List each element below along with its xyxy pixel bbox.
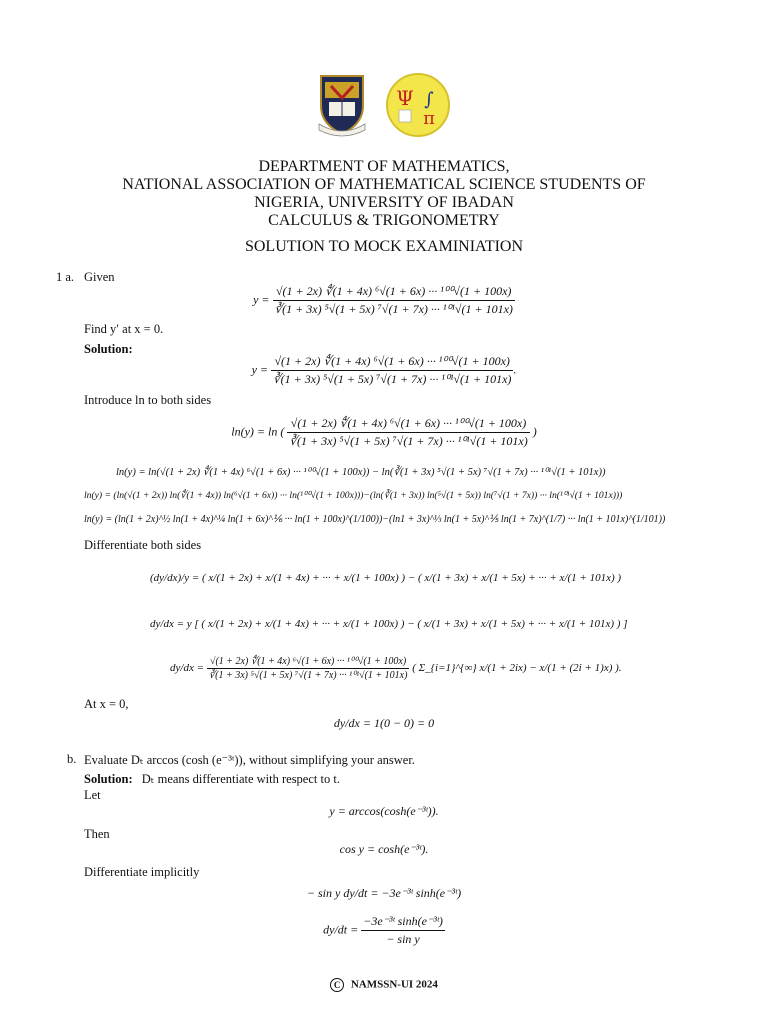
header-line-2: NATIONAL ASSOCIATION OF MATHEMATICAL SCIENCE STUDENTS OF: [122, 176, 646, 193]
equation-y-given: y = $\frac{\text{√(1 + 2x) ∜(1 + 4x) ⁶√(1 + 6x) ··· ¹⁰⁰√(1 + 100x)}}{\text{∛(1 + 3x) ⁵√(1 + 5x) ⁷√(1 + 7x) ··· ¹⁰¹√(1 + 101x)}}$: [253, 284, 513, 316]
solution-label-1a: Solution:: [84, 342, 133, 356]
then-equation: cos y = cosh(e⁻³ᵗ).: [339, 842, 429, 856]
let-label: Let: [84, 788, 101, 802]
ln-numerator: √(1 + 2x) ∜(1 + 4x) ⁶√(1 + 6x) ··· ¹⁰⁰√(1 + 100x): [287, 416, 529, 433]
solution-label-1b: Solution:: [84, 772, 133, 786]
implicit-equation-1: − sin y dy/dt = −3e⁻³ᵗ sinh(e⁻³ᵗ): [306, 886, 462, 900]
d3-sum: ( Σ_{i=1}^{∞} x/(1 + 2ix) − x/(1 + (2i + 1)x) ).: [412, 662, 622, 675]
equation-y-restated: y = $\frac{\text{√(1 + 2x) ∜(1 + 4x) ⁶√(1 + 6x) ··· ¹⁰⁰√(1 + 100x)}}{\text{∛(1 + 3x) ⁵√(1 + 5x) ⁷√(1 + 7x) ··· ¹⁰¹√(1 + 101x)}}$ .: [251, 354, 517, 386]
at-x-zero-text: At x = 0,: [84, 697, 129, 711]
imp2-numerator: −3e⁻³ᵗ sinh(e⁻³ᵗ): [361, 914, 445, 931]
document-header: [0, 158, 768, 230]
question-number-1a: 1 a.: [56, 270, 75, 284]
ln-expansion-1: ln(y) = ln(√(1 + 2x) ∜(1 + 4x) ⁶√(1 + 6x) ··· ¹⁰⁰√(1 + 100x)) − ln(∛(1 + 3x) ⁵√(1 + 5x) ⁷√(1 + 7x) ··· ¹⁰¹√(1 + 101x)): [116, 467, 606, 478]
intro-ln-text: Introduce ln to both sides: [84, 393, 212, 407]
copyright-icon: C: [330, 978, 344, 992]
solution-text-1b: Dₜ means differentiate with respect to t.: [141, 772, 340, 786]
derivative-step-1: (dy/dx)/y = ( x/(1 + 2x) + x/(1 + 4x) + ··· + x/(1 + 100x) ) − ( x/(1 + 3x) + x/(1 + 5x) + ··· + x/(1 + 101x) ): [150, 572, 622, 584]
then-label: Then: [84, 827, 110, 841]
implicit-label: Differentiate implicitly: [84, 865, 200, 879]
ln-expansion-3: ln(y) = (ln(1 + 2x)^½ ln(1 + 4x)^¼ ln(1 + 6x)^⅙ ··· ln(1 + 100x)^(1/100))−(ln1 + 3x)^⅓ ln(1 + 5x)^⅕ ln(1 + 7x)^(1/7) ··· ln(1 + 101x)^(1/101)): [84, 514, 666, 525]
y-numerator: √(1 + 2x) ∜(1 + 4x) ⁶√(1 + 6x) ··· ¹⁰⁰√(1 + 100x): [273, 284, 515, 301]
header-line-4: CALCULUS & TRIGONOMETRY: [268, 212, 500, 229]
let-equation: y = arccos(cosh(e⁻³ᵗ)).: [329, 804, 439, 818]
d3-numerator: √(1 + 2x) ∜(1 + 4x) ⁶√(1 + 6x) ··· ¹⁰⁰√(1 + 100x): [207, 656, 410, 669]
differentiate-text: Differentiate both sides: [84, 538, 202, 552]
derivative-step-2: dy/dx = y [ ( x/(1 + 2x) + x/(1 + 4x) + ··· + x/(1 + 100x) ) − ( x/(1 + 3x) + x/(1 + 5x) + ··· + x/(1 + 101x) ) ]: [150, 618, 628, 630]
y-numerator-2: √(1 + 2x) ∜(1 + 4x) ⁶√(1 + 6x) ··· ¹⁰⁰√(1 + 100x): [271, 354, 513, 371]
solution-line-1b: [84, 771, 340, 787]
ln-denominator: ∛(1 + 3x) ⁵√(1 + 5x) ⁷√(1 + 7x) ··· ¹⁰¹√(1 + 101x): [289, 434, 528, 448]
y-denominator-2: ∛(1 + 3x) ⁵√(1 + 5x) ⁷√(1 + 7x) ··· ¹⁰¹√(1 + 101x): [273, 372, 512, 386]
document-subtitle: SOLUTION TO MOCK EXAMINIATION: [244, 238, 524, 255]
header-line-1: DEPARTMENT OF MATHEMATICS,: [258, 158, 510, 175]
namssn-circle-logo: [385, 72, 451, 138]
imp2-lhs: dy/dt =: [323, 922, 359, 937]
equation-ln-fraction: ln(y) = ln ( $\frac{\text{√(1 + 2x) ∜(1 + 4x) ⁶√(1 + 6x) ··· ¹⁰⁰√(1 + 100x)}}{\text{∛(1 + 3x) ⁵√(1 + 5x) ⁷√(1 + 7x) ··· ¹⁰¹√(1 + 101x)}}$ ): [231, 416, 537, 448]
university-crest-logo: [317, 72, 367, 138]
logo-row: [0, 72, 768, 138]
question-number-1b: b.: [67, 752, 77, 766]
d3-lhs: dy/dx =: [170, 662, 204, 675]
d3-denominator: ∛(1 + 3x) ⁵√(1 + 5x) ⁷√(1 + 7x) ··· ¹⁰¹√(1 + 101x): [208, 670, 408, 681]
given-label: Given: [84, 270, 115, 284]
implicit-equation-2: [0, 914, 768, 947]
header-line-3: NIGERIA, UNIVERSITY OF IBADAN: [254, 194, 514, 211]
y-denominator: ∛(1 + 3x) ⁵√(1 + 5x) ⁷√(1 + 7x) ··· ¹⁰¹√(1 + 101x): [274, 302, 513, 316]
integral-symbol: ∫: [423, 89, 434, 110]
find-statement: Find y′ at x = 0.: [84, 322, 164, 336]
result-equation: dy/dx = 1(0 − 0) = 0: [333, 716, 435, 730]
pi-symbol: π: [422, 108, 435, 129]
page-footer: [0, 978, 768, 992]
derivative-step-3: [170, 656, 622, 681]
ln-expansion-2: ln(y) = (ln(√(1 + 2x)) ln(∜(1 + 4x)) ln(⁶√(1 + 6x)) ··· ln(¹⁰⁰√(1 + 100x)))−(ln(∛(1 + 3x)) ln(⁵√(1 + 5x)) ln(⁷√(1 + 7x)) ··· ln(¹⁰¹√(1 + 101x))): [84, 490, 623, 501]
footer-text: NAMSSN-UI 2024: [350, 978, 438, 991]
imp2-denominator: − sin y: [386, 932, 420, 946]
question-1b-prompt: Evaluate Dₜ arccos (cosh (e⁻³ᵗ)), without simplifying your answer.: [84, 753, 415, 767]
psi-symbol: Ψ: [395, 86, 414, 110]
